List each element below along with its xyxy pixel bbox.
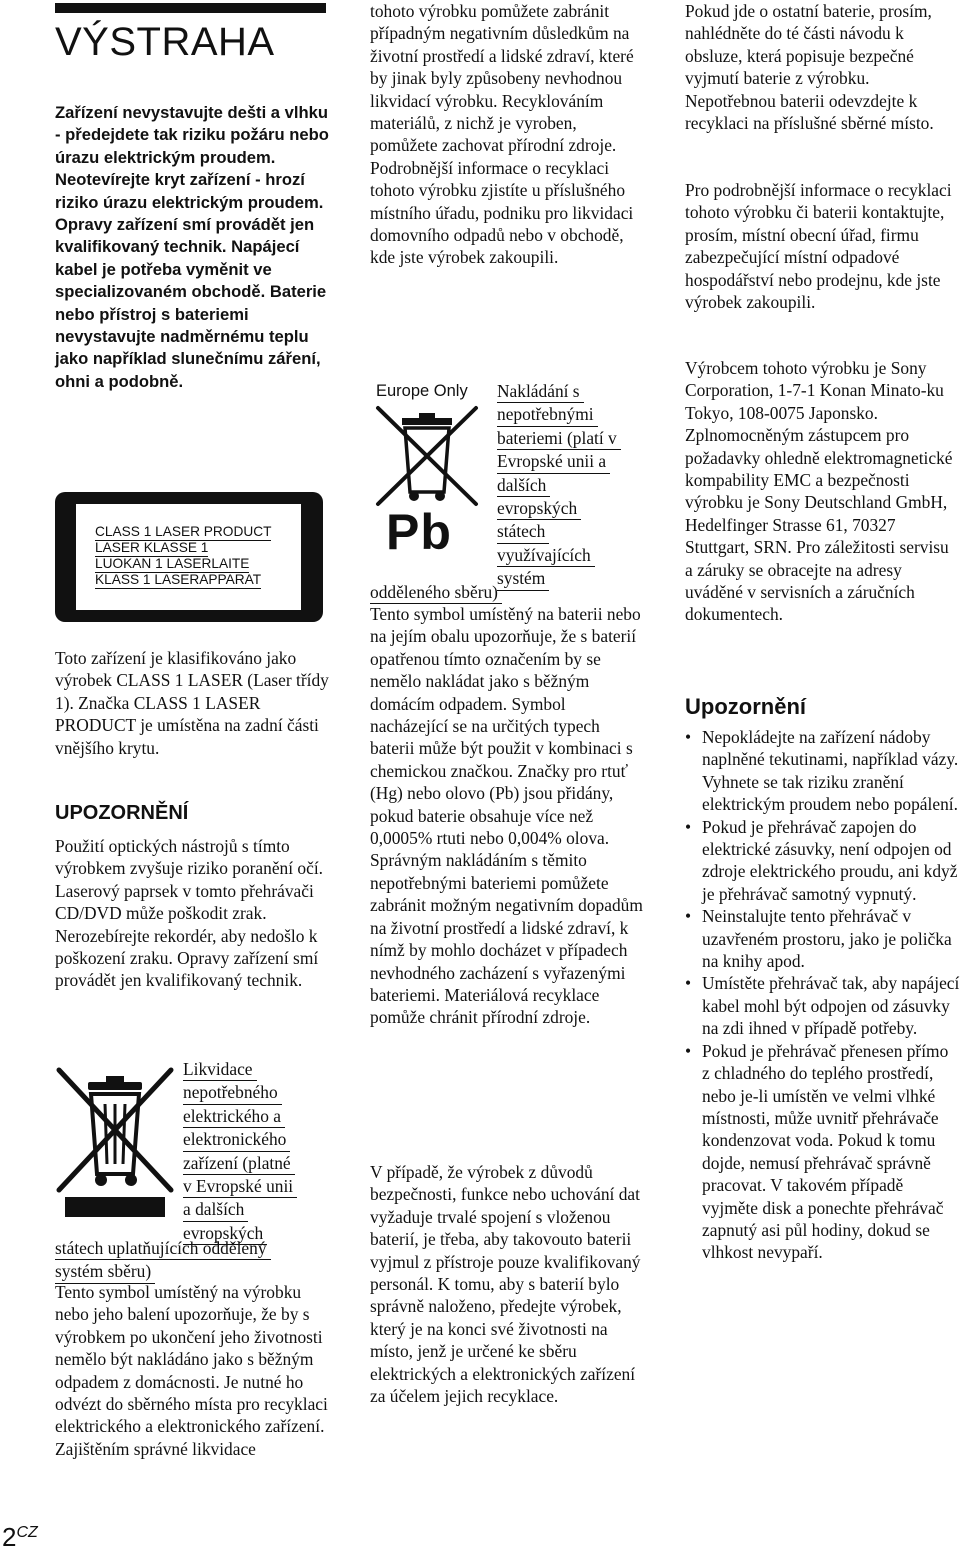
notice-list <box>685 726 960 1264</box>
laser-label-line: KLASS 1 LASERAPPARAT <box>95 572 262 587</box>
pb-symbol: Pb <box>386 504 452 560</box>
battery-title-line: dalších <box>497 474 550 497</box>
laser-label-line: LASER KLASSE 1 <box>95 540 209 555</box>
warning-text: Zařízení nevystavujte dešti a vlhku - předejdete tak riziku požáru nebo úrazu elektrickým proudem. Neotevírejte kryt zařízení - hrozí riziko úrazu elektrickým proudem. Opravy zařízení smí provádět jen kvalifikovaný technik. Napájecí kabel je potřeba vyměnit ve specializovaném obchodě. Baterie nebo přístroj s bateriemi nevystavujte nadměrnému teplu jako například slunečnímu záření, ohni a podobně. <box>55 103 329 391</box>
battery-bin-icon <box>372 404 484 508</box>
list-item: • Umístěte přehrávač tak, aby napájecí kabel mohl být odpojen od zásuvky na zdi ihned v případě potřeby. <box>685 972 960 1039</box>
battery-title-line: Nakládání s <box>497 380 584 403</box>
weee-title-line: a dalších <box>183 1198 248 1221</box>
europe-only-label: Europe Only <box>376 382 468 400</box>
page-number <box>2 1522 38 1553</box>
caution-heading: UPOZORNĚNÍ <box>55 802 189 824</box>
list-item: • Neinstalujte tento přehrávač v uzavřeném prostoru, jako je polička na knihy apod. <box>685 905 960 972</box>
list-item: • Pokud je přehrávač zapojen do elektrické zásuvky, není odpojen od zdroje elektrického proudu, ani když je přehrávač samotný vypnutý. <box>685 816 960 906</box>
caution-text: Použití optických nástrojů s tímto výrobkem zvyšuje riziko poranění očí. Laserový paprsek v tomto přehrávači CD/DVD může poškodit zrak. Nerozebírejte rekordér, aby nedošlo k poškození zraku. Opravy zařízení smí provádět jen kvalifikovaný technik. <box>55 836 324 991</box>
weee-body: Tento symbol umístěný na výrobku nebo jeho balení upozorňuje, že by s výrobkem po ukončení jeho životnosti nemělo být nakládáno jako s běžným odpadem z domácnosti. Je nutné ho odvézt do sběrného místa pro recyklaci elektrického a elektronického zařízení. Zajištěním správné likvidace <box>55 1282 328 1459</box>
title-bar <box>55 3 326 13</box>
weee-title <box>183 1058 333 1245</box>
battery-title <box>497 380 647 591</box>
battery-title-line: bateriemi (platí v <box>497 427 621 450</box>
weee-title-line: státech uplatňujících oddělený <box>55 1237 271 1260</box>
laser-classification-text: Toto zařízení je klasifikováno jako výrobek CLASS 1 LASER (Laser třídy 1). Značka CLASS 1 LASER PRODUCT je umístěna na zadní části vnějšího krytu. <box>55 648 329 758</box>
battery-title-cont <box>370 581 645 604</box>
weee-title-line: elektrického a <box>183 1105 285 1128</box>
notice-heading: Upozornění <box>685 694 806 719</box>
recycling-info-text: Pro podrobnější informace o recyklaci tohoto výrobku či baterii kontaktujte, prosím, místní obecní úřad, firmu zabezpečující místní odpadové hospodářství nebo prodejnu, kde jste výrobek zakoupili. <box>685 180 952 313</box>
battery-title-line: odděleného sběru) <box>370 581 502 604</box>
safety-battery-text: V případě, že výrobek z důvodů bezpečnosti, funkce nebo uchování dat vyžaduje trvalé spojení s vloženou baterií, je třeba, aby takovouto baterii vyjmul z přístroje pouze kvalifikovaný personál. K tomu, aby s baterií bylo správně naloženo, předejte výrobek, který je na konci své životnosti na místo, jenž je určené ke sběru elektrických a elektronických zařízení za účelem jejich recyklace. <box>370 1162 641 1407</box>
other-batteries-text: Pokud jde o ostatní baterie, prosím, nahlédněte do té části návodu k obsluze, která popisuje bezpečné vyjmutí baterie z výrobku. Nepotřebnou baterii odevzdejte k recyklaci na příslušné sběrné místo. <box>685 1 934 134</box>
weee-title-line: nepotřebného <box>183 1081 282 1104</box>
laser-label-line: LUOKAN 1 LASERLAITE <box>95 556 250 571</box>
weee-title-line: evropských <box>183 1222 267 1245</box>
page-number-value: 2 <box>2 1522 17 1552</box>
language-code: CZ <box>16 1524 38 1541</box>
battery-title-line: nepotřebnými <box>497 403 598 426</box>
weee-title-line: zařízení (platné <box>183 1152 295 1175</box>
list-item: • Nepokládejte na zařízení nádoby naplněné tekutinami, například vázy. Vyhnete se tak riziku zranění elektrickým proudem nebo popálení. <box>685 726 960 816</box>
page-title: VÝSTRAHA <box>55 20 275 64</box>
weee-body-continued: tohoto výrobku pomůžete zabránit případným negativním důsledkům na životní prostředí a lidské zdraví, které by jinak byly způsobeny nevhodnou likvidací výrobku. Recyklováním materiálů, z nichž je vyroben, pomůžete zachovat přírodní zdroje. Podrobnější informace o recyklaci tohoto výrobku zjistíte u příslušného místního úřadu, podniku pro likvidaci domovního odpadů nebo v obchodě, kde jste výrobek zakoupili. <box>370 1 634 268</box>
weee-title-line: v Evropské unii <box>183 1175 297 1198</box>
weee-title-line: Likvidace <box>183 1058 257 1081</box>
laser-label-line: CLASS 1 LASER PRODUCT <box>95 524 272 539</box>
battery-title-line: státech <box>497 520 549 543</box>
list-item: • Pokud je přehrávač přenesen přímo z chladného do teplého prostředí, nebo je-li umístěn ve velmi vlhké místnosti, může uvnitř přehrávače kondenzovat voda. Pokud k tomu dojde, nemusí přehrávač správně pracovat. V takovém případě vyjměte disk a ponechte přehrávač zapnutý asi půl hodiny, dokud se vlhkost nevypaří. <box>685 1040 960 1264</box>
crossed-bin-icon <box>53 1062 178 1220</box>
weee-title-line: elektronického <box>183 1128 290 1151</box>
battery-title-line: využívajících <box>497 544 595 567</box>
manufacturer-text: Výrobcem tohoto výrobku je Sony Corporation, 1-7-1 Konan Minato-ku Tokyo, 108-0075 Japonsko. Zplnomocněným zástupcem pro požadavky ohledně elektromagnetické kompability EMC a bezpečnosti výrobku je Sony Deutschland GmbH, Hedelfinger Strasse 61, 70327 Stuttgart, SRN. Pro záležitosti servisu a záruky se obracejte na adresy uváděné v servisních a záručních dokumentech. <box>685 358 953 625</box>
battery-body: Tento symbol umístěný na baterii nebo na jejím obalu upozorňuje, že s baterií opatřenou tímto označením by se nemělo nakládat jako s běžným domácím odpadem. Symbol nacházející se na určitých typech baterii může být použit v kombinaci s chemickou značkou. Značky pro rtuť (Hg) nebo olovo (Pb) jsou přidány, pokud baterie obsahuje více než 0,0005% rtuti nebo 0,004% olova. Správným nakládáním s těmito nepotřebnými bateriemi pomůžete zabránit možným negativním dopadům na životní prostředí a lidské zdraví, k nímž by mohlo docházet v případech nevhodného zacházení s vyřazenými bateriemi. Materiálová recyklace pomůže chránit přírodní zdroje. <box>370 604 643 1028</box>
battery-title-line: Evropské unii a <box>497 450 610 473</box>
weee-title-line: systém sběru) <box>55 1260 155 1283</box>
battery-title-line: systém <box>497 567 549 590</box>
weee-title-cont <box>55 1237 335 1284</box>
battery-title-line: evropských <box>497 497 581 520</box>
laser-label <box>55 492 323 622</box>
